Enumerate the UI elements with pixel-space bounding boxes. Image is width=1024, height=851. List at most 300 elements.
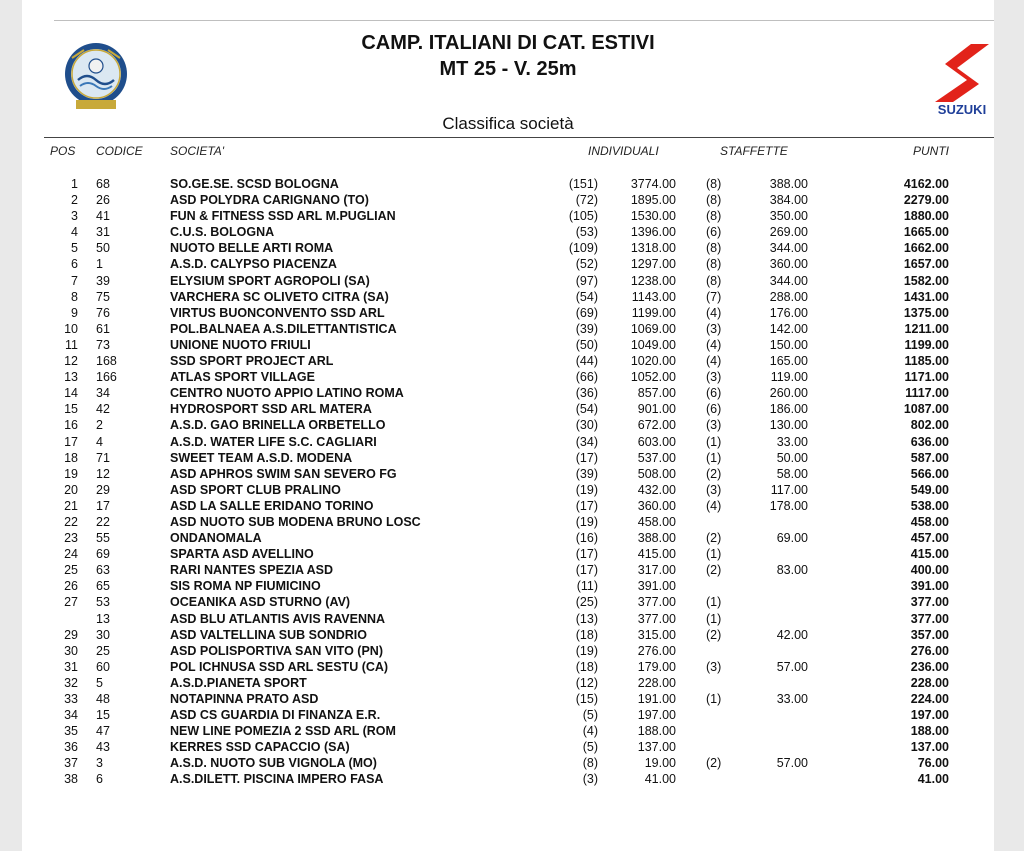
society-cell: ASD NUOTO SUB MODENA BRUNO LOSC	[170, 514, 421, 529]
relay-count-cell: (1)	[706, 434, 722, 449]
society-cell: ASD APHROS SWIM SAN SEVERO FG	[170, 466, 397, 481]
society-cell: A.S.D. NUOTO SUB VIGNOLA (MO)	[170, 756, 377, 771]
table-row	[22, 724, 994, 740]
relay-count-cell: (8)	[706, 193, 722, 208]
table-row	[22, 241, 994, 257]
code-cell: 68	[96, 177, 110, 191]
table-row	[22, 370, 994, 386]
society-cell: SSD SPORT PROJECT ARL	[170, 354, 334, 369]
individual-count-cell: (18)	[575, 627, 598, 642]
code-cell: 75	[96, 289, 110, 304]
table-row	[22, 579, 994, 595]
relay-count-cell: (2)	[706, 466, 722, 481]
individual-count-cell: (3)	[582, 772, 598, 787]
position-cell: 25	[64, 563, 78, 578]
position-cell: 32	[64, 675, 78, 690]
individual-points-cell: 1069.00	[630, 321, 676, 336]
position-cell: 24	[64, 547, 78, 562]
society-cell: ASD BLU ATLANTIS AVIS RAVENNA	[170, 611, 386, 626]
table-row	[22, 209, 994, 225]
total-points-cell: 2279.00	[903, 193, 949, 208]
individual-count-cell: (54)	[575, 289, 598, 304]
relay-points-cell: 119.00	[770, 370, 808, 385]
table-row	[22, 531, 994, 547]
header-rule	[44, 137, 994, 138]
relay-points-cell: 69.00	[776, 531, 808, 546]
relay-points-cell: 165.00	[769, 354, 808, 369]
individual-count-cell: (19)	[575, 514, 598, 529]
relay-count-cell: (8)	[706, 209, 722, 224]
position-cell: 18	[64, 450, 78, 465]
relay-points-cell: 117.00	[770, 482, 808, 497]
relay-count-cell: (2)	[706, 531, 722, 546]
individual-count-cell: (4)	[582, 724, 598, 739]
individual-points-cell: 901.00	[637, 402, 676, 417]
individual-count-cell: (36)	[575, 386, 598, 401]
relay-points-cell: 57.00	[776, 659, 808, 674]
total-points-cell: 1185.00	[904, 354, 949, 369]
relay-points-cell: 178.00	[769, 498, 808, 513]
individual-points-cell: 537.00	[637, 450, 676, 465]
society-cell: VIRTUS BUONCONVENTO SSD ARL	[170, 305, 385, 320]
code-cell: 30	[96, 627, 110, 642]
relay-points-cell: 344.00	[769, 241, 808, 256]
position-cell: 1	[71, 177, 78, 191]
relay-count-cell: (1)	[706, 450, 722, 465]
position-cell: 20	[64, 482, 78, 497]
individual-count-cell: (34)	[575, 434, 598, 449]
total-points-cell: 188.00	[910, 724, 949, 739]
individual-points-cell: 1020.00	[630, 354, 676, 369]
code-cell: 60	[96, 659, 110, 674]
individual-count-cell: (8)	[582, 756, 598, 771]
table-row	[22, 595, 994, 611]
individual-count-cell: (44)	[575, 354, 598, 369]
total-points-cell: 566.00	[910, 466, 949, 481]
relay-count-cell: (4)	[706, 354, 722, 369]
society-cell: A.S.D. CALYPSO PIACENZA	[170, 257, 337, 272]
individual-points-cell: 415.00	[637, 547, 676, 562]
table-row	[22, 435, 994, 451]
total-points-cell: 224.00	[910, 692, 949, 706]
individual-count-cell: (17)	[575, 547, 598, 562]
position-cell: 11	[65, 337, 78, 352]
position-cell: 33	[64, 692, 78, 706]
relay-count-cell: (2)	[706, 756, 722, 771]
relay-count-cell: (1)	[706, 611, 722, 626]
total-points-cell: 1582.00	[903, 273, 949, 288]
code-cell: 4	[96, 434, 103, 449]
page-title-line1: CAMP. ITALIANI DI CAT. ESTIVI	[361, 32, 655, 54]
position-cell: 34	[64, 708, 78, 723]
code-cell: 166	[96, 370, 117, 385]
suzuki-logo-icon	[927, 40, 997, 116]
table-row	[22, 177, 994, 193]
relay-points-cell: 33.00	[776, 434, 808, 449]
society-cell: SIS ROMA NP FIUMICINO	[170, 579, 321, 594]
society-cell: ELYSIUM SPORT AGROPOLI (SA)	[170, 273, 370, 288]
society-cell: ASD SPORT CLUB PRALINO	[170, 482, 341, 497]
individual-count-cell: (151)	[568, 177, 598, 191]
code-cell: 31	[96, 225, 110, 240]
individual-count-cell: (16)	[575, 531, 598, 546]
individual-points-cell: 1199.00	[631, 305, 676, 320]
col-header-punti: PUNTI	[913, 144, 949, 158]
relay-points-cell: 150.00	[769, 337, 808, 352]
position-cell: 3	[71, 209, 78, 224]
ranking-table	[22, 177, 994, 789]
relay-points-cell: 83.00	[776, 563, 808, 578]
individual-points-cell: 1297.00	[630, 257, 676, 272]
society-cell: KERRES SSD CAPACCIO (SA)	[170, 740, 350, 755]
relay-points-cell: 176.00	[769, 305, 808, 320]
individual-points-cell: 1238.00	[630, 273, 676, 288]
relay-count-cell: (8)	[706, 273, 722, 288]
page-title-line2: MT 25 - V. 25m	[439, 58, 577, 80]
table-row	[22, 451, 994, 467]
individual-count-cell: (13)	[575, 611, 598, 626]
society-cell: SPARTA ASD AVELLINO	[170, 547, 314, 562]
relay-points-cell: 42.00	[776, 627, 808, 642]
code-cell: 55	[96, 531, 110, 546]
position-cell: 37	[64, 756, 78, 771]
table-row	[22, 418, 994, 434]
table-row	[22, 772, 994, 788]
total-points-cell: 76.00	[917, 756, 949, 771]
society-cell: NEW LINE POMEZIA 2 SSD ARL (ROM	[170, 724, 396, 739]
total-points-cell: 636.00	[910, 434, 949, 449]
society-cell: SO.GE.SE. SCSD BOLOGNA	[170, 177, 339, 191]
position-cell: 31	[64, 659, 78, 674]
individual-points-cell: 1396.00	[630, 225, 676, 240]
relay-points-cell: 260.00	[769, 386, 808, 401]
individual-count-cell: (5)	[582, 740, 598, 755]
code-cell: 12	[96, 466, 110, 481]
relay-count-cell: (1)	[706, 547, 722, 562]
individual-count-cell: (18)	[575, 659, 598, 674]
society-cell: FUN & FITNESS SSD ARL M.PUGLIAN	[170, 209, 396, 224]
code-cell: 73	[96, 337, 110, 352]
total-points-cell: 802.00	[910, 418, 949, 433]
individual-points-cell: 137.00	[637, 740, 676, 755]
position-cell: 30	[64, 643, 78, 658]
individual-count-cell: (39)	[575, 321, 598, 336]
relay-count-cell: (3)	[706, 418, 722, 433]
individual-count-cell: (52)	[575, 257, 598, 272]
code-cell: 71	[96, 450, 110, 465]
total-points-cell: 1431.00	[903, 289, 949, 304]
table-row	[22, 692, 994, 708]
total-points-cell: 1657.00	[903, 257, 949, 272]
total-points-cell: 228.00	[910, 675, 949, 690]
code-cell: 22	[96, 514, 110, 529]
individual-count-cell: (25)	[575, 595, 598, 610]
total-points-cell: 391.00	[910, 579, 949, 594]
relay-count-cell: (2)	[706, 627, 722, 642]
position-cell: 35	[64, 724, 78, 739]
position-cell: 21	[64, 498, 78, 513]
total-points-cell: 415.00	[910, 547, 949, 562]
table-row	[22, 193, 994, 209]
relay-count-cell: (6)	[706, 225, 722, 240]
relay-count-cell: (8)	[706, 241, 722, 256]
code-cell: 42	[96, 402, 110, 417]
individual-points-cell: 603.00	[637, 434, 676, 449]
position-cell: 23	[64, 531, 78, 546]
individual-count-cell: (53)	[575, 225, 598, 240]
individual-count-cell: (50)	[575, 337, 598, 352]
individual-count-cell: (97)	[575, 273, 598, 288]
total-points-cell: 1087.00	[903, 402, 949, 417]
individual-count-cell: (54)	[575, 402, 598, 417]
position-cell: 2	[71, 193, 78, 208]
relay-count-cell: (4)	[706, 498, 722, 513]
society-cell: ASD VALTELLINA SUB SONDRIO	[170, 627, 367, 642]
total-points-cell: 458.00	[910, 514, 949, 529]
code-cell: 61	[96, 321, 110, 336]
individual-points-cell: 1895.00	[630, 193, 676, 208]
total-points-cell: 41.00	[917, 772, 949, 787]
relay-points-cell: 269.00	[769, 225, 808, 240]
table-row	[22, 402, 994, 418]
relay-count-cell: (3)	[706, 482, 722, 497]
code-cell: 53	[96, 595, 110, 610]
relay-count-cell: (2)	[706, 563, 722, 578]
code-cell: 17	[96, 498, 110, 513]
position-cell: 22	[64, 514, 78, 529]
table-row	[22, 563, 994, 579]
relay-count-cell: (4)	[706, 305, 722, 320]
society-cell: ATLAS SPORT VILLAGE	[170, 370, 315, 385]
individual-points-cell: 19.00	[644, 756, 676, 771]
table-row	[22, 483, 994, 499]
table-row	[22, 274, 994, 290]
position-cell: 17	[64, 434, 78, 449]
society-cell: A.S.D. GAO BRINELLA ORBETELLO	[170, 418, 386, 433]
position-cell: 14	[64, 386, 78, 401]
table-row	[22, 644, 994, 660]
society-cell: A.S.D.PIANETA SPORT	[170, 675, 307, 690]
table-row	[22, 660, 994, 676]
relay-points-cell: 33.00	[776, 692, 808, 706]
position-cell: 13	[64, 370, 78, 385]
table-row	[22, 354, 994, 370]
position-cell: 26	[64, 579, 78, 594]
individual-points-cell: 317.00	[637, 563, 676, 578]
table-row	[22, 386, 994, 402]
code-cell: 3	[96, 756, 103, 771]
total-points-cell: 400.00	[910, 563, 949, 578]
individual-points-cell: 179.00	[637, 659, 676, 674]
total-points-cell: 197.00	[910, 708, 949, 723]
table-row	[22, 628, 994, 644]
total-points-cell: 538.00	[910, 498, 949, 513]
code-cell: 5	[96, 675, 103, 690]
total-points-cell: 1171.00	[904, 370, 949, 385]
total-points-cell: 357.00	[910, 627, 949, 642]
society-cell: ASD POLISPORTIVA SAN VITO (PN)	[170, 643, 383, 658]
position-cell: 12	[64, 354, 78, 369]
relay-points-cell: 142.00	[769, 321, 808, 336]
table-row	[22, 290, 994, 306]
relay-count-cell: (3)	[706, 321, 722, 336]
relay-count-cell: (1)	[706, 692, 722, 706]
position-cell: 10	[64, 321, 78, 336]
code-cell: 2	[96, 418, 103, 433]
relay-points-cell: 388.00	[769, 177, 808, 191]
table-row	[22, 708, 994, 724]
relay-count-cell: (4)	[706, 337, 722, 352]
table-row	[22, 225, 994, 241]
individual-points-cell: 228.00	[637, 675, 676, 690]
individual-count-cell: (19)	[575, 482, 598, 497]
individual-count-cell: (72)	[575, 193, 598, 208]
total-points-cell: 377.00	[910, 611, 949, 626]
society-cell: VARCHERA SC OLIVETO CITRA (SA)	[170, 289, 389, 304]
position-cell: 16	[64, 418, 78, 433]
total-points-cell: 1375.00	[903, 305, 949, 320]
individual-points-cell: 188.00	[637, 724, 676, 739]
relay-count-cell: (3)	[706, 370, 722, 385]
individual-points-cell: 41.00	[644, 772, 676, 787]
individual-count-cell: (30)	[575, 418, 598, 433]
relay-points-cell: 384.00	[769, 193, 808, 208]
code-cell: 6	[96, 772, 103, 787]
individual-count-cell: (39)	[575, 466, 598, 481]
individual-points-cell: 672.00	[637, 418, 676, 433]
total-points-cell: 1117.00	[905, 386, 949, 401]
total-points-cell: 1880.00	[903, 209, 949, 224]
individual-points-cell: 388.00	[637, 531, 676, 546]
table-row	[22, 676, 994, 692]
individual-count-cell: (17)	[575, 563, 598, 578]
relay-points-cell: 344.00	[769, 273, 808, 288]
society-cell: POL ICHNUSA SSD ARL SESTU (CA)	[170, 659, 389, 674]
position-cell: 27	[64, 595, 78, 610]
individual-points-cell: 508.00	[637, 466, 676, 481]
code-cell: 13	[96, 611, 110, 626]
position-cell: 29	[64, 627, 78, 642]
individual-count-cell: (12)	[575, 675, 598, 690]
individual-count-cell: (66)	[575, 370, 598, 385]
individual-count-cell: (19)	[575, 643, 598, 658]
relay-count-cell: (6)	[706, 386, 722, 401]
relay-points-cell: 186.00	[769, 402, 808, 417]
individual-points-cell: 276.00	[637, 643, 676, 658]
col-header-societa: SOCIETA'	[170, 144, 225, 158]
position-cell: 4	[71, 225, 78, 240]
individual-count-cell: (5)	[582, 708, 598, 723]
individual-count-cell: (105)	[568, 209, 598, 224]
code-cell: 15	[96, 708, 110, 723]
society-cell: SWEET TEAM A.S.D. MODENA	[170, 450, 353, 465]
code-cell: 69	[96, 547, 110, 562]
individual-points-cell: 3774.00	[630, 177, 676, 191]
society-cell: OCEANIKA ASD STURNO (AV)	[170, 595, 351, 610]
individual-points-cell: 1052.00	[630, 370, 676, 385]
total-points-cell: 457.00	[910, 531, 949, 546]
sponsor-wordmark: SUZUKI	[937, 102, 987, 116]
society-cell: UNIONE NUOTO FRIULI	[170, 337, 311, 352]
relay-points-cell: 57.00	[776, 756, 808, 771]
society-cell: NOTAPINNA PRATO ASD	[170, 692, 319, 706]
code-cell: 50	[96, 241, 110, 256]
individual-count-cell: (109)	[568, 241, 598, 256]
relay-points-cell: 288.00	[769, 289, 808, 304]
position-cell: 9	[71, 305, 78, 320]
individual-count-cell: (17)	[575, 498, 598, 513]
table-row	[22, 306, 994, 322]
relay-count-cell: (8)	[706, 177, 722, 191]
total-points-cell: 1211.00	[904, 321, 949, 336]
total-points-cell: 4162.00	[903, 177, 949, 191]
code-cell: 76	[96, 305, 110, 320]
code-cell: 168	[96, 354, 117, 369]
table-row	[22, 756, 994, 772]
total-points-cell: 549.00	[910, 482, 949, 497]
relay-points-cell: 350.00	[769, 209, 808, 224]
society-cell: HYDROSPORT SSD ARL MATERA	[170, 402, 372, 417]
total-points-cell: 137.00	[910, 740, 949, 755]
position-cell: 6	[71, 257, 78, 272]
relay-count-cell: (3)	[706, 659, 722, 674]
code-cell: 39	[96, 273, 110, 288]
society-cell: POL.BALNAEA A.S.DILETTANTISTICA	[170, 321, 397, 336]
society-cell: ASD POLYDRA CARIGNANO (TO)	[170, 193, 369, 208]
top-rule	[54, 20, 994, 21]
code-cell: 63	[96, 563, 110, 578]
individual-points-cell: 197.00	[637, 708, 676, 723]
code-cell: 43	[96, 740, 110, 755]
society-cell: C.U.S. BOLOGNA	[170, 225, 275, 240]
relay-count-cell: (1)	[706, 595, 722, 610]
society-cell: CENTRO NUOTO APPIO LATINO ROMA	[170, 386, 404, 401]
position-cell: 38	[64, 772, 78, 787]
total-points-cell: 276.00	[910, 643, 949, 658]
code-cell: 25	[96, 643, 110, 658]
individual-points-cell: 391.00	[637, 579, 676, 594]
code-cell: 29	[96, 482, 110, 497]
society-cell: NUOTO BELLE ARTI ROMA	[170, 241, 334, 256]
position-cell: 15	[64, 402, 78, 417]
individual-points-cell: 360.00	[637, 498, 676, 513]
individual-points-cell: 1049.00	[630, 337, 676, 352]
table-row	[22, 515, 994, 531]
table-row	[22, 338, 994, 354]
relay-count-cell: (8)	[706, 257, 722, 272]
code-cell: 65	[96, 579, 110, 594]
position-cell: 19	[64, 466, 78, 481]
table-row	[22, 547, 994, 563]
society-cell: ASD CS GUARDIA DI FINANZA E.R.	[170, 708, 381, 723]
individual-count-cell: (69)	[575, 305, 598, 320]
total-points-cell: 1199.00	[904, 337, 949, 352]
individual-points-cell: 191.00	[637, 692, 676, 706]
individual-points-cell: 1143.00	[631, 289, 676, 304]
society-cell: ASD LA SALLE ERIDANO TORINO	[170, 498, 374, 513]
individual-points-cell: 1530.00	[630, 209, 676, 224]
individual-count-cell: (17)	[575, 450, 598, 465]
table-row	[22, 612, 994, 628]
total-points-cell: 236.00	[910, 659, 949, 674]
total-points-cell: 587.00	[910, 450, 949, 465]
individual-points-cell: 1318.00	[630, 241, 676, 256]
code-cell: 48	[96, 692, 110, 706]
relay-points-cell: 58.00	[776, 466, 808, 481]
code-cell: 47	[96, 724, 110, 739]
individual-points-cell: 432.00	[637, 482, 676, 497]
relay-count-cell: (6)	[706, 402, 722, 417]
